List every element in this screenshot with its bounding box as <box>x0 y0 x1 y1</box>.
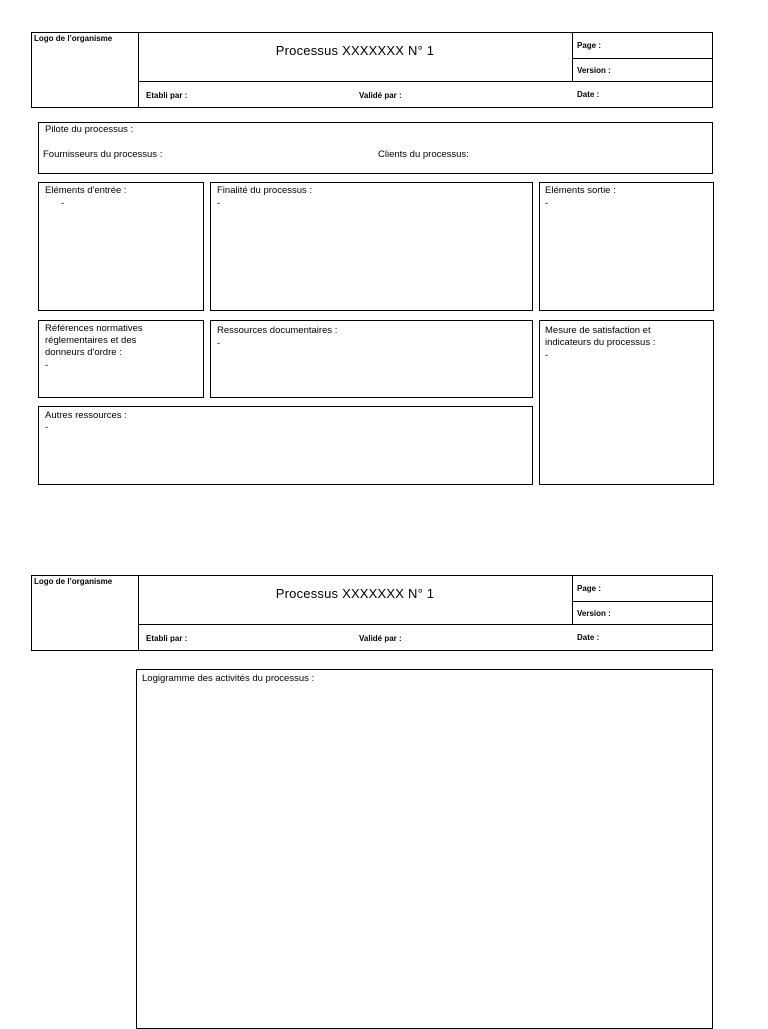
references-label-line1: Références normatives <box>45 323 143 334</box>
page-label: Page : <box>577 584 602 593</box>
references-label-line3: donneurs d'ordre : <box>45 347 122 358</box>
date-label: Date : <box>577 633 600 642</box>
version-label: Version : <box>577 66 611 75</box>
meta-column <box>573 33 712 107</box>
ressources-doc-label: Ressources documentaires : <box>217 325 338 336</box>
pilote-box <box>38 122 713 174</box>
process-title: Processus XXXXXXX N° 1 <box>275 43 435 58</box>
version-cell <box>573 59 712 82</box>
clients-label: Clients du processus: <box>378 149 469 160</box>
etabli-par-label: Etabli par : <box>146 634 188 643</box>
elements-sortie-label: Eléments sortie : <box>545 185 616 196</box>
version-cell <box>573 602 712 625</box>
date-cell <box>573 625 712 650</box>
valide-par-label: Validé par : <box>359 634 402 643</box>
logigramme-label: Logigramme des activités du processus : <box>142 673 315 684</box>
elements-sortie-box <box>539 182 714 311</box>
elements-entree-label: Eléments d'entrée : <box>45 185 127 196</box>
ressources-doc-value: - <box>217 338 221 349</box>
mesure-label-line2: indicateurs du processus : <box>545 337 656 348</box>
mesure-label-line1: Mesure de satisfaction et <box>545 325 651 336</box>
mesure-value: - <box>545 350 549 361</box>
autres-value: - <box>45 422 49 433</box>
page-cell <box>573 576 712 602</box>
date-cell <box>573 82 712 107</box>
references-box <box>38 320 204 398</box>
title-cell <box>138 576 573 625</box>
logo-cell <box>32 33 139 107</box>
finalite-value: - <box>217 198 221 209</box>
logo-label: Logo de l’organisme <box>34 34 113 43</box>
page-label: Page : <box>577 41 602 50</box>
ressources-documentaires-box <box>210 320 533 398</box>
header-table-2 <box>31 575 713 651</box>
autres-ressources-box <box>38 406 533 485</box>
elements-entree-box <box>38 182 204 311</box>
logigramme-box <box>136 669 713 1029</box>
page-cell <box>573 33 712 59</box>
finalite-label: Finalité du processus : <box>217 185 313 196</box>
references-label-line2: réglementaires et des <box>45 335 137 346</box>
meta-column <box>573 576 712 650</box>
elements-entree-value: - <box>61 198 65 209</box>
process-title: Processus XXXXXXX N° 1 <box>275 586 435 601</box>
references-value: - <box>45 360 49 371</box>
valide-par-label: Validé par : <box>359 91 402 100</box>
version-label: Version : <box>577 609 611 618</box>
title-cell <box>138 33 573 82</box>
etabli-par-label: Etabli par : <box>146 91 188 100</box>
fournisseurs-label: Fournisseurs du processus : <box>43 149 163 160</box>
autres-label: Autres ressources : <box>45 410 127 421</box>
elements-sortie-value: - <box>545 198 549 209</box>
logo-label: Logo de l’organisme <box>34 577 113 586</box>
pilote-label: Pilote du processus : <box>45 124 134 135</box>
mesure-satisfaction-box <box>539 320 714 485</box>
header-table-1 <box>31 32 713 108</box>
logo-cell <box>32 576 139 650</box>
date-label: Date : <box>577 90 600 99</box>
finalite-box <box>210 182 533 311</box>
